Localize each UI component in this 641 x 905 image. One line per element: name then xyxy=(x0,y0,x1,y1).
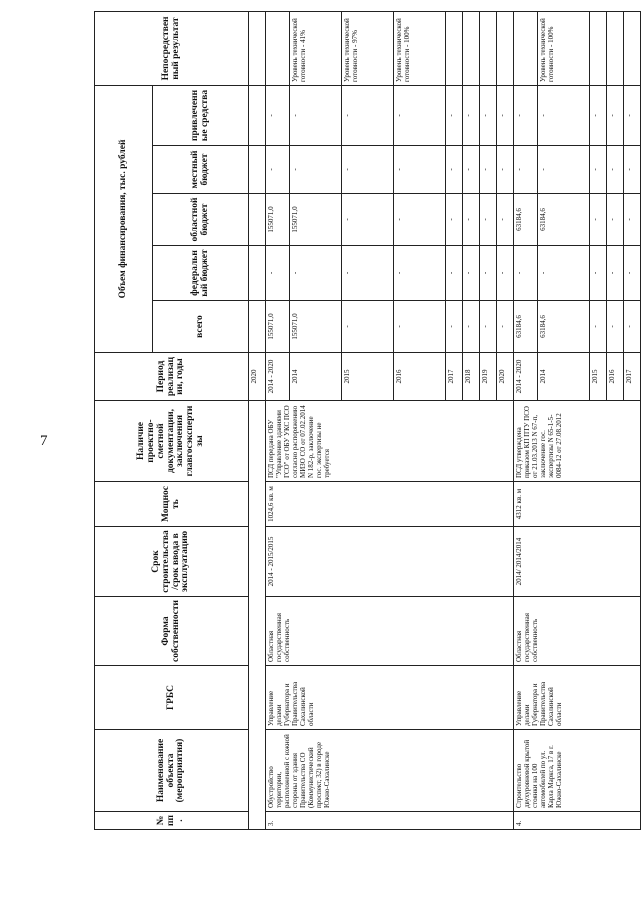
cell-federal: - xyxy=(463,246,480,301)
cell-attracted: - xyxy=(624,85,641,145)
page-number: 7 xyxy=(40,433,48,449)
cell-num: 3. xyxy=(266,812,514,830)
cell-result: Уровень технической готовности - 97% xyxy=(342,11,394,85)
cell-federal: - xyxy=(290,246,342,301)
cell-federal: - xyxy=(624,246,641,301)
cell-grbs: Управление делами Губернатора и Правительства Сахалинской области xyxy=(266,666,514,730)
header-name: Наименование объекта (мероприятия) xyxy=(95,730,249,812)
cell-period: 2017 xyxy=(624,353,641,401)
cell-period: 2014 - 2020 xyxy=(266,353,290,401)
cell-result xyxy=(514,11,538,85)
cell-period: 2014 xyxy=(538,353,590,401)
cell-federal: - xyxy=(394,246,446,301)
cell-result xyxy=(249,11,266,85)
cell-local: - xyxy=(538,146,590,194)
cell-attracted xyxy=(249,85,266,145)
cell-regional: - xyxy=(607,194,624,246)
cell-total: - xyxy=(463,301,480,353)
cell-local: - xyxy=(266,146,290,194)
cell-attracted: - xyxy=(266,85,290,145)
cell-regional: - xyxy=(446,194,463,246)
cell-regional: 155071,0 xyxy=(266,194,290,246)
cell-regional: - xyxy=(342,194,394,246)
financing-table xyxy=(94,11,641,830)
cell-regional: - xyxy=(480,194,497,246)
cell-federal: - xyxy=(497,246,514,301)
table-row xyxy=(249,11,266,829)
cell-regional: - xyxy=(497,194,514,246)
cell-result xyxy=(446,11,463,85)
cell-regional xyxy=(249,194,266,246)
cell-period: 2017 xyxy=(446,353,463,401)
header-result: Непосредственный результат xyxy=(95,11,249,85)
cell-capacity: 4312 кв. м xyxy=(514,482,641,527)
cell-regional: 155071,0 xyxy=(290,194,342,246)
cell-name: Обустройство территории, расположенной с южной стороны от здания Правительства СО (Коммунистический проспект, 32) в городе Южно-Сахалинске xyxy=(266,730,514,812)
financing-table-rotated xyxy=(94,12,633,830)
cell-local xyxy=(249,146,266,194)
cell-result xyxy=(590,11,607,85)
cell-total: - xyxy=(394,301,446,353)
cell-total: 155071,0 xyxy=(290,301,342,353)
cell-period: 2016 xyxy=(394,353,446,401)
cell-total: 155071,0 xyxy=(266,301,290,353)
cell-attracted: - xyxy=(590,85,607,145)
cell-local: - xyxy=(497,146,514,194)
cell-num: 4. xyxy=(514,812,641,830)
header-ownership: Форма собственности xyxy=(95,597,249,666)
cell-federal: - xyxy=(538,246,590,301)
cell-total: - xyxy=(446,301,463,353)
cell-attracted: - xyxy=(497,85,514,145)
header-num: № пп. xyxy=(95,812,249,830)
cell-attracted: - xyxy=(538,85,590,145)
cell-total: - xyxy=(590,301,607,353)
cell-psd: ПСД утверждена приказом КП ПТУ ПСО от 21.03.2013 N 67-п, заключение гос. экспертизы N 65-1-5-0084-12 от 27.08.2012 xyxy=(514,401,641,482)
cell-term: 2014/ 2014/2014 xyxy=(514,527,641,597)
cell-attracted: - xyxy=(463,85,480,145)
cell-federal: - xyxy=(590,246,607,301)
cell-period: 2020 xyxy=(249,353,266,401)
header-regional: областной бюджет xyxy=(153,194,249,246)
cell-local: - xyxy=(607,146,624,194)
cell-period: 2015 xyxy=(590,353,607,401)
header-psd: Наличие проектно-сметной документации, заключения главгосэкспертизы xyxy=(95,401,249,482)
cell-local: - xyxy=(590,146,607,194)
cell-attracted: - xyxy=(446,85,463,145)
cell-federal: - xyxy=(480,246,497,301)
cell-federal: - xyxy=(342,246,394,301)
cell-period: 2015 xyxy=(342,353,394,401)
cell-psd: ПСД передана ОБУ "Управление зданиями ГСО" от ОБУ УКС ПСО согласно распоряжению МИЗО СО от 07.02.2014 N 182-р, заключение гос. экспертизы не требуется xyxy=(266,401,514,482)
cell-period: 2014 xyxy=(290,353,342,401)
cell-attracted: - xyxy=(342,85,394,145)
header-period: Период реализации, годы xyxy=(95,353,249,401)
cell-attracted: - xyxy=(514,85,538,145)
header-grbs: ГРБС xyxy=(95,666,249,730)
table-row xyxy=(266,11,290,829)
cell-local: - xyxy=(394,146,446,194)
cell-capacity: 1024,6 кв. м xyxy=(266,482,514,527)
cell-total: - xyxy=(624,301,641,353)
cell-ownership: Областная государственная собственность xyxy=(266,597,514,666)
cell-regional: - xyxy=(624,194,641,246)
cell-period: 2018 xyxy=(463,353,480,401)
cell-local: - xyxy=(463,146,480,194)
header-capacity: Мощность xyxy=(95,482,249,527)
cell-result xyxy=(607,11,624,85)
cell-name: Строительство двухуровневой крытой стоянки на 100 автомобилей по ул. Карла Маркса, 17 в г. Южно-Сахалинске xyxy=(514,730,641,812)
cell-local: - xyxy=(514,146,538,194)
cell-local: - xyxy=(342,146,394,194)
cell-period: 2019 xyxy=(480,353,497,401)
cell-period: 2014 - 2020 xyxy=(514,353,538,401)
cell-attracted: - xyxy=(480,85,497,145)
cell-regional: 63184,6 xyxy=(538,194,590,246)
empty-cell xyxy=(249,401,266,830)
cell-local: - xyxy=(624,146,641,194)
cell-result xyxy=(266,11,290,85)
cell-federal: - xyxy=(607,246,624,301)
cell-local: - xyxy=(446,146,463,194)
cell-period: 2020 xyxy=(497,353,514,401)
header-term: Срок строительства/срок ввода в эксплуатацию xyxy=(95,527,249,597)
header-total: всего xyxy=(153,301,249,353)
cell-total xyxy=(249,301,266,353)
cell-regional: - xyxy=(394,194,446,246)
rotated-page-area xyxy=(94,12,633,830)
cell-attracted: - xyxy=(394,85,446,145)
cell-federal xyxy=(249,246,266,301)
header-federal: федеральный бюджет xyxy=(153,246,249,301)
cell-period: 2016 xyxy=(607,353,624,401)
cell-local: - xyxy=(480,146,497,194)
cell-total: 63184,6 xyxy=(514,301,538,353)
cell-total: - xyxy=(342,301,394,353)
cell-regional: 63184,6 xyxy=(514,194,538,246)
cell-regional: - xyxy=(590,194,607,246)
header-attracted: привлеченные средства xyxy=(153,85,249,145)
cell-result: Уровень технической готовности - 100% xyxy=(394,11,446,85)
cell-federal: - xyxy=(514,246,538,301)
cell-result: Уровень технической готовности - 100% xyxy=(538,11,590,85)
cell-federal: - xyxy=(446,246,463,301)
header-local: местный бюджет xyxy=(153,146,249,194)
cell-result xyxy=(463,11,480,85)
cell-result xyxy=(497,11,514,85)
cell-federal: - xyxy=(266,246,290,301)
cell-local: - xyxy=(290,146,342,194)
cell-regional: - xyxy=(463,194,480,246)
header-financing: Объем финансирования, тыс. рублей xyxy=(95,85,153,352)
cell-result xyxy=(624,11,641,85)
cell-result: Уровень технической готовности - 41% xyxy=(290,11,342,85)
cell-grbs: Управление делами Губернатора и Правительства Сахалинской области xyxy=(514,666,641,730)
cell-total: - xyxy=(497,301,514,353)
cell-attracted: - xyxy=(290,85,342,145)
table-row xyxy=(514,11,538,829)
cell-term: 2014 - 2015/2015 xyxy=(266,527,514,597)
cell-attracted: - xyxy=(607,85,624,145)
cell-total: 63184,6 xyxy=(538,301,590,353)
cell-result xyxy=(480,11,497,85)
cell-total: - xyxy=(607,301,624,353)
cell-total: - xyxy=(480,301,497,353)
cell-ownership: Областная государственная собственность xyxy=(514,597,641,666)
